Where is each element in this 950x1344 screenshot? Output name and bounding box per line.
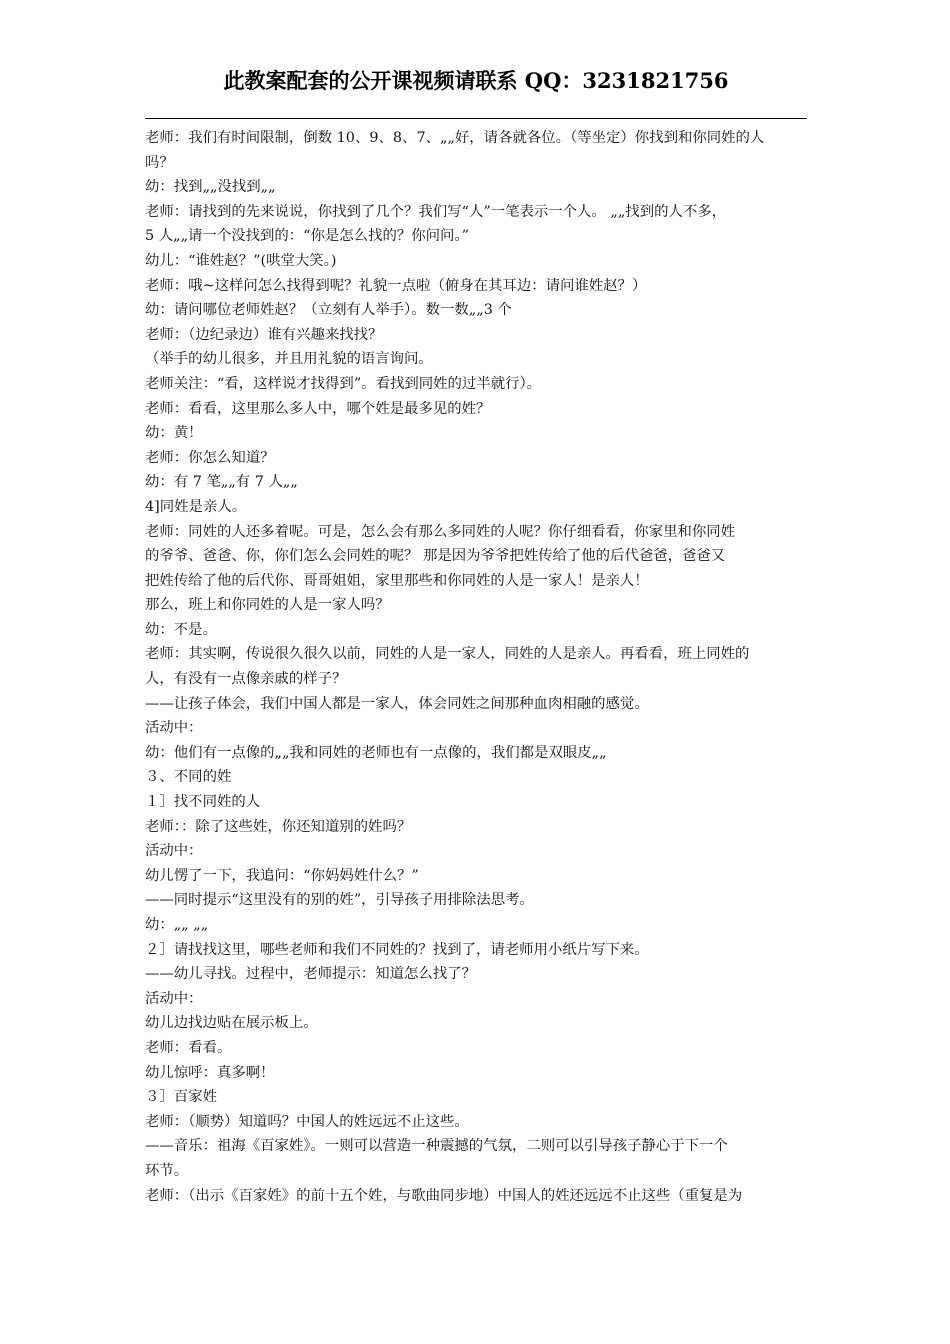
text-line: ３、不同的姓	[145, 769, 232, 786]
text-line: 人，有没有一点像亲戚的样子？	[145, 671, 347, 688]
text-line: 幼：黄！	[145, 425, 203, 442]
text-line: 老师：请找到的先来说说，你找到了几个？我们写“人”一笔表示一个人。 „„找到的人不多，	[145, 203, 727, 220]
text-line: 环节。	[145, 1162, 189, 1179]
text-line: ——音乐：祖海《百家姓》。一则可以营造一种震撼的气氛，二则可以引导孩子静心于下一个	[145, 1138, 728, 1155]
text-line: 老师关注：“看，这样说才找得到”。看找到同姓的过半就行）。	[145, 375, 542, 392]
text-line: 幼：不是。	[145, 621, 217, 638]
text-line: 幼：„„ „„	[145, 917, 209, 933]
text-line: ２］请找找这里，哪些老师和我们不同姓的？找到了，请老师用小纸片写下来。	[145, 941, 649, 958]
text-line: 幼儿：“谁姓赵？”(哄堂大笑。)	[145, 252, 337, 269]
text-line: 老师：：除了这些姓，你还知道别的姓吗？	[145, 818, 412, 835]
text-line: 幼儿惊呼：真多啊！	[145, 1064, 275, 1081]
text-line: 幼：请问哪位老师姓赵？（立刻有人举手）。数一数„„3 个	[145, 302, 512, 319]
text-line: 幼：有 7 笔„„有 7 人„„	[145, 474, 298, 491]
text-line: 老师：（边纪录边）谁有兴趣来找找？	[145, 326, 383, 343]
text-line: 老师：其实啊，传说很久很久以前，同姓的人是一家人，同姓的人是亲人。再看看，班上同姓的	[145, 646, 750, 663]
text-line: 的爷爷、爸爸、你，你们怎么会同姓的呢？ 那是因为爷爷把姓传给了他的后代爸爸，爸爸又	[145, 548, 726, 565]
text-line: 5 人„„请一个没找到的：“你是怎么找的？你问问。”	[145, 228, 469, 245]
text-line: 活动中：	[145, 720, 203, 737]
document-body	[145, 126, 815, 1208]
text-line: 老师：看看。	[145, 1039, 232, 1056]
page-header-title: 此教案配套的公开课视频请联系 QQ：3231821756	[223, 68, 729, 93]
text-line: （举手的幼儿很多，并且用礼貌的语言询问。	[145, 351, 433, 368]
text-line: 那么，班上和你同姓的人是一家人吗？	[145, 597, 390, 614]
text-line: 活动中：	[145, 843, 203, 860]
text-line: 吗？	[145, 154, 174, 171]
text-line: 老师：（出示《百家姓》的前十五个姓，与歌曲同步地）中国人的姓还远远不止这些（重复是为	[145, 1187, 743, 1204]
text-line: 幼儿边找边贴在展示板上。	[145, 1015, 318, 1032]
text-line: 老师：看看，这里那么多人中，哪个姓是最多见的姓？	[145, 400, 491, 417]
text-line: ——让孩子体会，我们中国人都是一家人，体会同姓之间那种血肉相融的感觉。	[145, 695, 649, 712]
text-line: 老师：（顺势）知道吗？中国人的姓远远不止这些。	[145, 1113, 469, 1130]
text-line: 把姓传给了他的后代你、哥哥姐姐，家里那些和你同姓的人是一家人！是亲人！	[145, 572, 649, 589]
text-line: 老师：同姓的人还多着呢。可是，怎么会有那么多同姓的人呢？你仔细看看，你家里和你同姓	[145, 523, 736, 540]
text-line: １］找不同姓的人	[145, 794, 261, 811]
text-line: 活动中：	[145, 990, 203, 1007]
text-line: ３］百家姓	[145, 1089, 217, 1106]
text-line: ——同时提示“这里没有的别的姓”，引导孩子用排除法思考。	[145, 892, 534, 909]
text-line: 幼：找到„„没找到„„	[145, 179, 276, 196]
text-line: 老师：你怎么知道？	[145, 449, 275, 466]
text-line: 4]同姓是亲人。	[145, 498, 247, 515]
text-line: 幼儿愣了一下，我追问：“你妈妈姓什么？”	[145, 867, 419, 884]
text-line: 幼：他们有一点像的„„我和同姓的老师也有一点像的，我们都是双眼皮„„	[145, 744, 607, 761]
text-line: 老师：我们有时间限制，倒数 10、9、8、7、„„好，请各就各位。（等坐定）你找到和你同姓的人	[145, 130, 765, 146]
text-line: 老师：哦~这样问怎么找得到呢？礼貌一点啦（俯身在其耳边：请问谁姓赵？）	[145, 277, 647, 294]
header-divider	[145, 118, 807, 119]
text-line: ——幼儿寻找。过程中，老师提示：知道怎么找了？	[145, 966, 476, 983]
